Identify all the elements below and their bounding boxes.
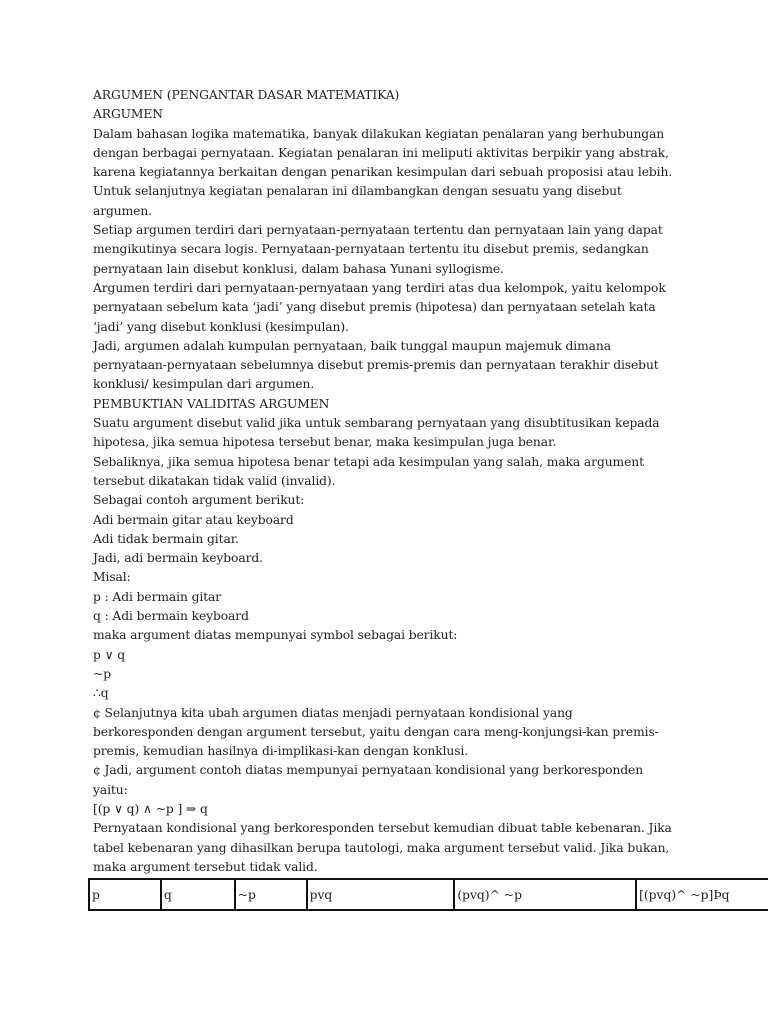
paragraph-line: pernyataan lain disebut konklusi, dalam bahasa Yunani syllogisme. [93, 261, 504, 276]
variable-definition: q : Adi bermain keyboard [93, 609, 249, 624]
table-header-cell: q [161, 879, 235, 910]
paragraph-line: tabel kebenaran yang dihasilkan berupa tautologi, maka argument tersebut valid. Jika bukan, [93, 840, 670, 855]
document-title: ARGUMEN (PENGANTAR DASAR MATEMATIKA) [93, 88, 400, 102]
paragraph-line: Suatu argument disebut valid jika untuk sembarang pernyataan yang disubtitusikan kepada [93, 416, 660, 431]
paragraph-line: konklusi/ kesimpulan dari argumen. [93, 377, 315, 392]
paragraph-line: Dalam bahasan logika matematika, banyak dilakukan kegiatan penalaran yang berhubungan [93, 126, 665, 141]
paragraph-line: premis, kemudian hasilnya di-implikasi-kan dengan konklusi. [93, 744, 469, 759]
document-body [93, 86, 673, 877]
paragraph-line: pernyataan sebelum kata ‘jadi’ yang disebut premis (hipotesa) dan pernyataan setelah kata [93, 300, 656, 315]
paragraph-line: argumen. [93, 203, 152, 218]
paragraph-line: ‘jadi’ yang disebut konklusi (kesimpulan). [93, 319, 349, 334]
formula-line: p ∨ q [93, 647, 126, 662]
paragraph-line: berkoresponden dengan argument tersebut, yaitu dengan cara meng-konjungsi-kan premis- [93, 724, 659, 739]
formula-line: ∴q [93, 686, 109, 701]
paragraph-line: maka argument tersebut tidak valid. [93, 859, 318, 874]
paragraph-line: mengikutinya secara logis. Pernyataan-pernyataan tertentu itu disebut premis, sedangkan [93, 242, 649, 257]
example-line: Adi tidak bermain gitar. [93, 531, 239, 546]
paragraph-line: karena kegiatannya berkaitan dengan penarikan kesimpulan dari sebuah proposisi atau lebih. [93, 165, 673, 180]
formula-line: ~p [93, 666, 111, 681]
paragraph-line: Setiap argumen terdiri dari pernyataan-pernyataan tertentu dan pernyataan lain yang dapat [93, 223, 663, 238]
paragraph-line: Untuk selanjutnya kegiatan penalaran ini dilambangkan dengan sesuatu yang disebut [93, 184, 622, 199]
paragraph-line: tersebut dikatakan tidak valid (invalid). [93, 473, 336, 488]
paragraph-line: yaitu: [93, 782, 128, 797]
example-line: Jadi, adi bermain keyboard. [93, 551, 263, 566]
paragraph-line: Argumen terdiri dari pernyataan-pernyataan yang terdiri atas dua kelompok, yaitu kelompok [93, 280, 666, 295]
paragraph-line: hipotesa, jika semua hipotesa tersebut benar, maka kesimpulan juga benar. [93, 435, 557, 450]
paragraph-line: Jadi, argumen adalah kumpulan pernyataan, baik tunggal maupun majemuk dimana [93, 338, 611, 353]
truth-table [88, 878, 768, 911]
paragraph-line: dengan berbagai pernyataan. Kegiatan penalaran ini meliputi aktivitas berpikir yang abstrak, [93, 145, 669, 160]
table-header-cell: ~p [235, 879, 307, 910]
table-header-cell: p [89, 879, 161, 910]
bullet-line: ¢ Jadi, argument contoh diatas mempunyai pernyataan kondisional yang berkoresponden [93, 763, 644, 778]
formula-line: [(p ∨ q) ∧ ~p ] ⇒ q [93, 801, 208, 816]
paragraph-line: Pernyataan kondisional yang berkoresponden tersebut kemudian dibuat table kebenaran. Jika [93, 821, 672, 836]
section-heading-argumen: ARGUMEN [93, 107, 163, 122]
bullet-line: ¢ Selanjutnya kita ubah argumen diatas menjadi pernyataan kondisional yang [93, 705, 573, 720]
example-line: Adi bermain gitar atau keyboard [93, 512, 294, 527]
paragraph-line: pernyataan-pernyataan sebelumnya disebut premis-premis dan pernyataan terakhir disebut [93, 358, 659, 373]
example-line: Misal: [93, 570, 131, 585]
paragraph-line: Sebaliknya, jika semua hipotesa benar tetapi ada kesimpulan yang salah, maka argument [93, 454, 644, 469]
table-header-cell: pvq [307, 879, 455, 910]
table-header-cell: (pvq)^ ~p [454, 879, 636, 910]
truth-table-header-row [89, 879, 768, 910]
variable-definition: p : Adi bermain gitar [93, 589, 222, 604]
paragraph-line: maka argument diatas mempunyai symbol sebagai berikut: [93, 628, 458, 643]
section-heading-pembuktian: PEMBUKTIAN VALIDITAS ARGUMEN [93, 396, 330, 411]
paragraph-line: Sebagai contoh argument berikut: [93, 493, 305, 508]
table-header-cell: [(pvq)^ ~p]Þq [636, 879, 768, 910]
